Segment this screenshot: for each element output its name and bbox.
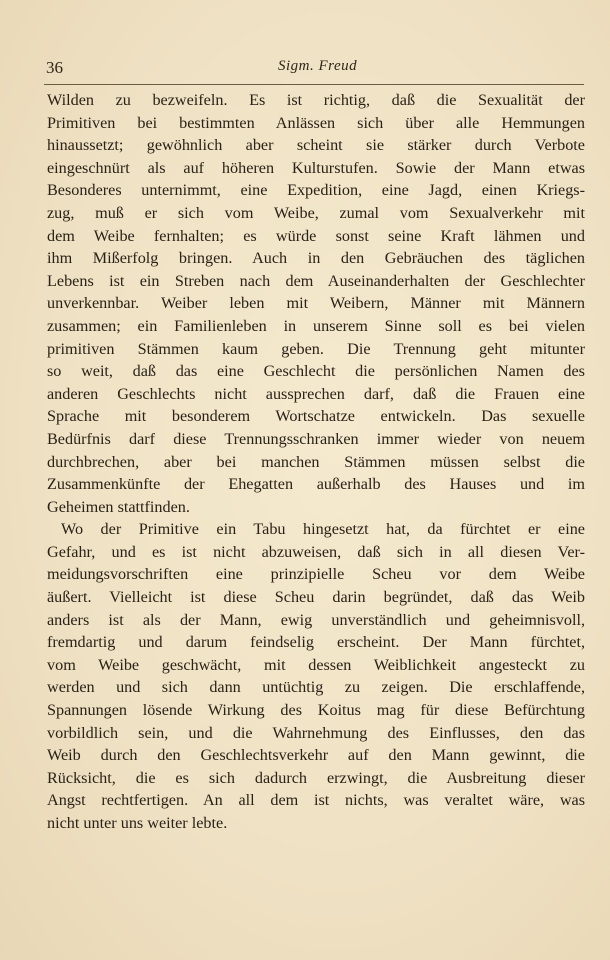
text-line: nicht unter uns weiter lebte.	[47, 814, 228, 832]
text-line: Weib durch den Geschlechtsverkehr auf den Mann gewinnt, die	[47, 746, 585, 765]
text-line: Besonderes unternimmt, eine Expedition, eine Jagd, einen Kriegs-	[47, 181, 585, 200]
text-line: Lebens ist ein Streben nach dem Auseinanderhalten der Geschlechter	[47, 271, 585, 290]
body-text	[47, 89, 585, 835]
text-line: Wilden zu bezweifeln. Es ist richtig, daß die Sexualität der	[47, 91, 585, 109]
text-line: Rücksicht, die es sich dadurch erzwingt, die Ausbreitung dieser	[47, 768, 585, 787]
text-line: Geheimen stattfinden.	[47, 497, 190, 516]
text-line: Sprache mit besonderem Wortschatze entwickeln. Das sexuelle	[47, 407, 585, 426]
text-line: fremdartig und darum feindselig erscheint. Der Mann fürchtet,	[47, 633, 585, 652]
text-line: Spannungen lösende Wirkung des Koitus mag für diese Befürchtung	[47, 701, 585, 720]
text-line: durchbrechen, aber bei manchen Stämmen müssen selbst die	[47, 452, 585, 471]
text-line: eingeschnürt als auf höheren Kulturstufen. Sowie der Mann etwas	[47, 158, 585, 177]
text-line: anders ist als der Mann, ewig unverständlich und geheimnisvoll,	[47, 610, 585, 629]
text-line: vorbildlich sein, und die Wahrnehmung des Einflusses, den das	[47, 723, 585, 742]
text-line: äußert. Vielleicht ist diese Scheu darin begründet, daß das Weib	[47, 588, 585, 607]
page-number: 36	[46, 58, 63, 77]
text-line: Wo der Primitive ein Tabu hingesetzt hat, da fürchtet er eine	[61, 520, 585, 539]
text-line: hinaussetzt; gewöhnlich aber scheint sie stärker durch Verbote	[47, 136, 585, 155]
running-title: Sigm. Freud	[278, 58, 358, 74]
text-line: ihm Mißerfolg bringen. Auch in den Gebräuchen des täglichen	[47, 249, 585, 268]
text-line: vom Weibe geschwächt, mit dessen Weiblichkeit angesteckt zu	[47, 655, 585, 674]
text-line: Primitiven bei bestimmten Anlässen sich über alle Hemmungen	[47, 113, 585, 132]
text-line: zug, muß er sich vom Weibe, zumal vom Sexualverkehr mit	[47, 203, 585, 222]
text-line: Zusammenkünfte der Ehegatten außerhalb des Hauses und im	[47, 475, 585, 494]
text-line: dem Weibe fernhalten; es würde sonst seine Kraft lähmen und	[47, 226, 585, 245]
header-rule	[44, 84, 584, 85]
text-line: primitiven Stämmen kaum geben. Die Trennung geht mitunter	[47, 339, 585, 358]
text-line: unverkennbar. Weiber leben mit Weibern, Männer mit Männern	[47, 294, 585, 313]
page-header	[46, 58, 580, 80]
text-line: Bedürfnis darf diese Trennungsschranken immer wieder von neuem	[47, 429, 585, 448]
text-line: Angst rechtfertigen. An all dem ist nichts, was veraltet wäre, was	[47, 791, 585, 810]
text-line: anderen Geschlechts nicht aussprechen darf, daß die Frauen eine	[47, 384, 585, 403]
text-line: so weit, daß das eine Geschlecht die persönlichen Namen des	[47, 362, 585, 381]
text-line: werden und sich dann untüchtig zu zeigen. Die erschlaffende,	[47, 678, 585, 697]
text-line: Gefahr, und es ist nicht abzuweisen, daß sich in all diesen Ver-	[47, 542, 585, 561]
text-line: zusammen; ein Familienleben in unserem Sinne soll es bei vielen	[47, 316, 585, 335]
text-line: meidungsvorschriften eine prinzipielle Scheu vor dem Weibe	[47, 565, 585, 584]
